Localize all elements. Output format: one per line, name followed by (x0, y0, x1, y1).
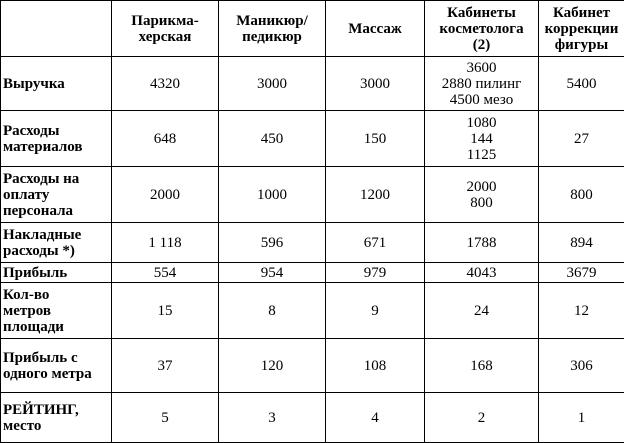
table-cell: 954 (219, 263, 326, 283)
table-cell: 3679 (539, 263, 624, 283)
table-cell: 1000 (219, 167, 326, 223)
row-label-profit: Прибыль (1, 263, 112, 283)
table-cell: 554 (112, 263, 219, 283)
table-row-staff-costs (1, 167, 624, 223)
table-cell: 2000 800 (425, 167, 539, 223)
table-cell: 450 (219, 111, 326, 167)
header-body-correction-room: Кабинет коррекции фигуры (539, 1, 624, 57)
table-cell: 150 (326, 111, 425, 167)
table-row-overhead (1, 223, 624, 263)
table-row-revenue (1, 57, 624, 111)
table-cell: 9 (326, 283, 425, 339)
table-cell: 5400 (539, 57, 624, 111)
table-cell: 37 (112, 339, 219, 393)
table-row-material-costs (1, 111, 624, 167)
table-cell: 168 (425, 339, 539, 393)
table-row-profit (1, 263, 624, 283)
table-cell: 3000 (326, 57, 425, 111)
table-cell: 3000 (219, 57, 326, 111)
table-cell: 648 (112, 111, 219, 167)
table-cell: 15 (112, 283, 219, 339)
table-cell: 894 (539, 223, 624, 263)
table-cell: 306 (539, 339, 624, 393)
table-cell: 3 (219, 393, 326, 443)
table-cell: 4320 (112, 57, 219, 111)
table-cell: 27 (539, 111, 624, 167)
table-cell: 5 (112, 393, 219, 443)
table-cell: 1788 (425, 223, 539, 263)
table-cell: 1200 (326, 167, 425, 223)
table-cell: 800 (539, 167, 624, 223)
table-cell: 2 (425, 393, 539, 443)
table-cell: 120 (219, 339, 326, 393)
row-label-overhead: Накладные расходы *) (1, 223, 112, 263)
header-corner-cell (1, 1, 112, 57)
table-row-floor-area (1, 283, 624, 339)
header-massage: Массаж (326, 1, 425, 57)
table-cell: 596 (219, 223, 326, 263)
header-manicure-pedicure: Маникюр/ педикюр (219, 1, 326, 57)
header-hairdressing: Парикма- херская (112, 1, 219, 57)
table-cell: 8 (219, 283, 326, 339)
table-row-profit-per-meter (1, 339, 624, 393)
table-cell: 2000 (112, 167, 219, 223)
table-cell: 3600 2880 пилинг 4500 мезо (425, 57, 539, 111)
table-cell: 1 118 (112, 223, 219, 263)
table-cell: 4 (326, 393, 425, 443)
table-cell: 12 (539, 283, 624, 339)
table-cell: 671 (326, 223, 425, 263)
table-cell: 24 (425, 283, 539, 339)
header-cosmetology-rooms: Кабинеты косметолога (2) (425, 1, 539, 57)
row-label-revenue: Выручка (1, 57, 112, 111)
table-cell: 1 (539, 393, 624, 443)
header-row (1, 1, 624, 57)
row-label-material-costs: Расходы материалов (1, 111, 112, 167)
table-row-rating (1, 393, 624, 443)
row-label-profit-per-meter: Прибыль с одного метра (1, 339, 112, 393)
table-cell: 1080 144 1125 (425, 111, 539, 167)
table-cell: 108 (326, 339, 425, 393)
row-label-staff-costs: Расходы на оплату персонала (1, 167, 112, 223)
table-cell: 979 (326, 263, 425, 283)
row-label-floor-area: Кол-во метров площади (1, 283, 112, 339)
table-cell: 4043 (425, 263, 539, 283)
row-label-rating: РЕЙТИНГ, место (1, 393, 112, 443)
